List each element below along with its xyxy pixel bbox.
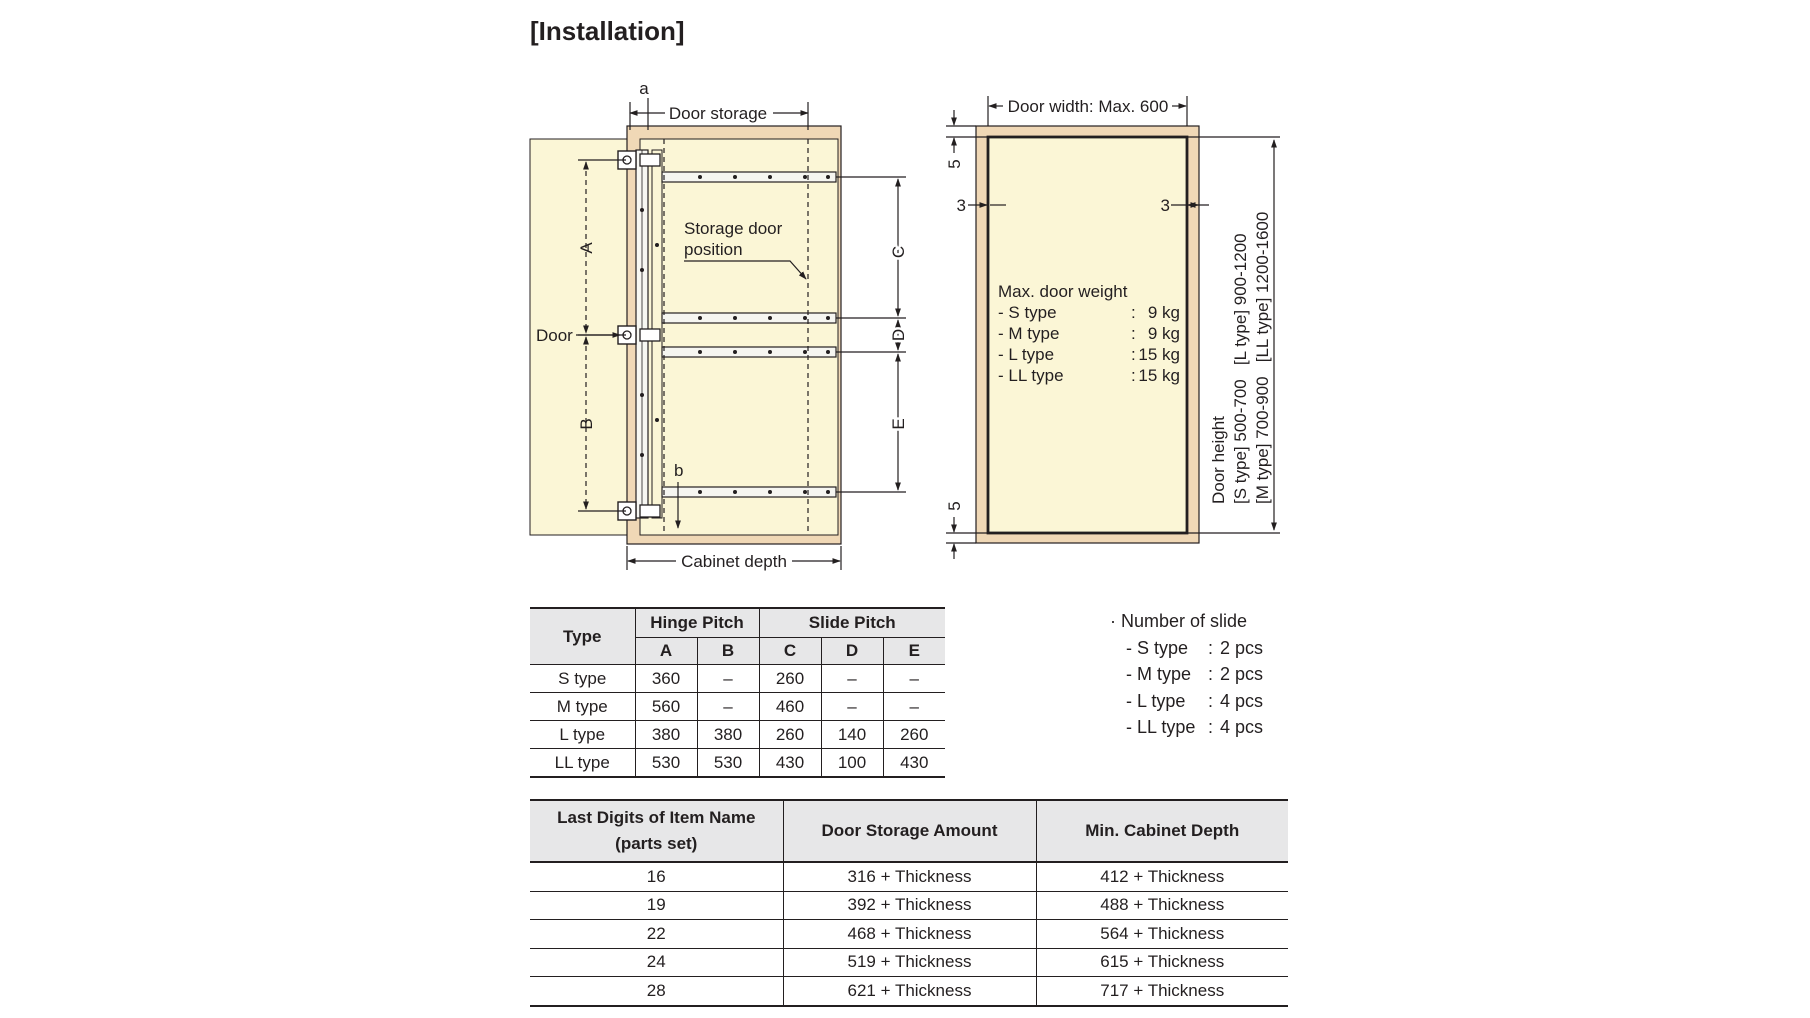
cabinet-depth-label: Cabinet depth	[681, 552, 787, 571]
weight-value: 15 kg	[1138, 345, 1180, 364]
slide-notes-title: · Number of slide	[1110, 611, 1248, 631]
item-name-header-line1: Last Digits of Item Name	[557, 808, 756, 827]
gap-left-label: 3	[956, 196, 966, 215]
weight-title: Max. door weight	[998, 282, 1128, 301]
table-cell: 430	[883, 749, 945, 778]
table-cell: 24	[530, 948, 783, 977]
table-row	[530, 977, 1288, 1006]
table-cell: 140	[821, 721, 883, 749]
column-header: A	[635, 638, 697, 665]
slide-note-value: 4 pcs	[1220, 717, 1264, 737]
table-cell: 468 + Thickness	[783, 920, 1036, 949]
table-cell: 260	[759, 665, 821, 693]
door-label: Door	[536, 326, 573, 345]
table-cell: 260	[759, 721, 821, 749]
weight-type: - L type	[998, 345, 1055, 364]
table-row	[530, 920, 1288, 949]
slide-note-item: - M type : 2 pcs	[1110, 661, 1263, 688]
door-height-line3: [M type] 700-900 [LL type] 1200-1600	[1253, 211, 1272, 504]
item-name-header	[530, 800, 783, 862]
table-row	[530, 693, 945, 721]
gap-right-label: 3	[1160, 196, 1170, 215]
front-view-diagram	[945, 96, 1280, 559]
table-row	[530, 948, 1288, 977]
table-cell: –	[697, 665, 759, 693]
type-header: Type	[530, 608, 635, 665]
slide-rail-2	[662, 313, 836, 323]
min-depth-header: Min. Cabinet Depth	[1036, 800, 1288, 862]
table-cell: 530	[635, 749, 697, 778]
weight-value: 9 kg	[1143, 324, 1180, 343]
table-row	[530, 749, 945, 778]
section-heading: [Installation]	[530, 16, 685, 46]
door-width-label: Door width: Max. 600	[1007, 97, 1169, 116]
slide-note-type: - S type	[1126, 637, 1189, 658]
table-cell: 560	[635, 693, 697, 721]
slide-rail-3	[662, 347, 836, 357]
weight-colon: :	[1131, 345, 1136, 364]
door-height-line1: Door height	[1209, 416, 1228, 504]
gap-top-label: 5	[945, 159, 964, 169]
table-cell: LL type	[530, 749, 635, 778]
slide-rail-1	[662, 172, 836, 182]
table-cell: 564 + Thickness	[1036, 920, 1288, 949]
door-storage-header: Door Storage Amount	[783, 800, 1036, 862]
column-header: C	[759, 638, 821, 665]
table-cell: –	[697, 693, 759, 721]
table-cell: 316 + Thickness	[783, 862, 1036, 891]
storage-door-position-line1: Storage door	[684, 219, 783, 238]
label-D: D	[889, 328, 908, 342]
table-row	[530, 721, 945, 749]
door-height-line2: [S type] 500-700 [L type] 900-1200	[1231, 233, 1250, 504]
cabinet-depth-table	[530, 799, 1288, 1007]
weight-colon: :	[1131, 324, 1136, 343]
table-cell: 19	[530, 891, 783, 920]
slide-pitch-header: Slide Pitch	[759, 608, 945, 638]
table-cell: 615 + Thickness	[1036, 948, 1288, 977]
weight-value: 9 kg	[1143, 303, 1180, 322]
gap-bottom-label: 5	[945, 501, 964, 511]
table-cell: 392 + Thickness	[783, 891, 1036, 920]
label-E: E	[889, 418, 908, 430]
slide-note-type: - LL type	[1126, 717, 1196, 737]
slide-note-value: 2 pcs	[1220, 637, 1264, 658]
table-cell: 488 + Thickness	[1036, 891, 1288, 920]
slide-count-notes	[1110, 608, 1263, 741]
door-storage-label: Door storage	[668, 104, 768, 123]
weight-type: - S type	[998, 303, 1057, 322]
label-A: A	[577, 242, 596, 254]
table-cell: M type	[530, 693, 635, 721]
item-name-header-line2: (parts set)	[615, 834, 698, 853]
table-cell: 530	[697, 749, 759, 778]
table-cell: 22	[530, 920, 783, 949]
table-cell: S type	[530, 665, 635, 693]
label-B: B	[577, 418, 596, 430]
slide-note-value: 2 pcs	[1220, 664, 1264, 684]
weight-type: - LL type	[998, 366, 1064, 385]
table-cell: 412 + Thickness	[1036, 862, 1288, 891]
table-cell: 360	[635, 665, 697, 693]
slide-note-value: 4 pcs	[1220, 690, 1264, 711]
slide-note-type: - M type	[1126, 664, 1192, 684]
table-cell: 380	[635, 721, 697, 749]
label-C: C	[889, 245, 908, 259]
table-cell: 16	[530, 862, 783, 891]
table-row	[530, 891, 1288, 920]
table-cell: 380	[697, 721, 759, 749]
column-header: B	[697, 638, 759, 665]
weight-value: 15 kg	[1138, 366, 1180, 385]
weight-colon: :	[1131, 303, 1136, 322]
column-header: E	[883, 638, 945, 665]
table-cell: –	[821, 693, 883, 721]
storage-door-position-line2: position	[684, 240, 743, 259]
weight-colon: :	[1131, 366, 1136, 385]
pitch-table	[530, 607, 945, 778]
table-cell: 28	[530, 977, 783, 1006]
column-header: D	[821, 638, 883, 665]
slide-note-type: - L type	[1126, 690, 1186, 711]
table-cell: 100	[821, 749, 883, 778]
slide-rail-4	[662, 487, 836, 497]
hinge-pitch-header: Hinge Pitch	[635, 608, 759, 638]
weight-type: - M type	[998, 324, 1060, 343]
table-cell: 460	[759, 693, 821, 721]
table-row	[530, 665, 945, 693]
slide-note-item: - L type : 4 pcs	[1110, 688, 1263, 715]
table-cell: 717 + Thickness	[1036, 977, 1288, 1006]
table-cell: –	[821, 665, 883, 693]
table-cell: 519 + Thickness	[783, 948, 1036, 977]
slide-note-item: - LL type : 4 pcs	[1110, 714, 1263, 741]
label-b: b	[674, 461, 684, 480]
table-cell: 430	[759, 749, 821, 778]
table-row	[530, 862, 1288, 891]
table-cell: 621 + Thickness	[783, 977, 1036, 1006]
table-cell: –	[883, 693, 945, 721]
side-view-diagram	[530, 79, 908, 571]
table-cell: –	[883, 665, 945, 693]
table-cell: 260	[883, 721, 945, 749]
slide-note-item: - S type : 2 pcs	[1110, 635, 1263, 662]
label-a: a	[639, 79, 649, 98]
table-cell: L type	[530, 721, 635, 749]
